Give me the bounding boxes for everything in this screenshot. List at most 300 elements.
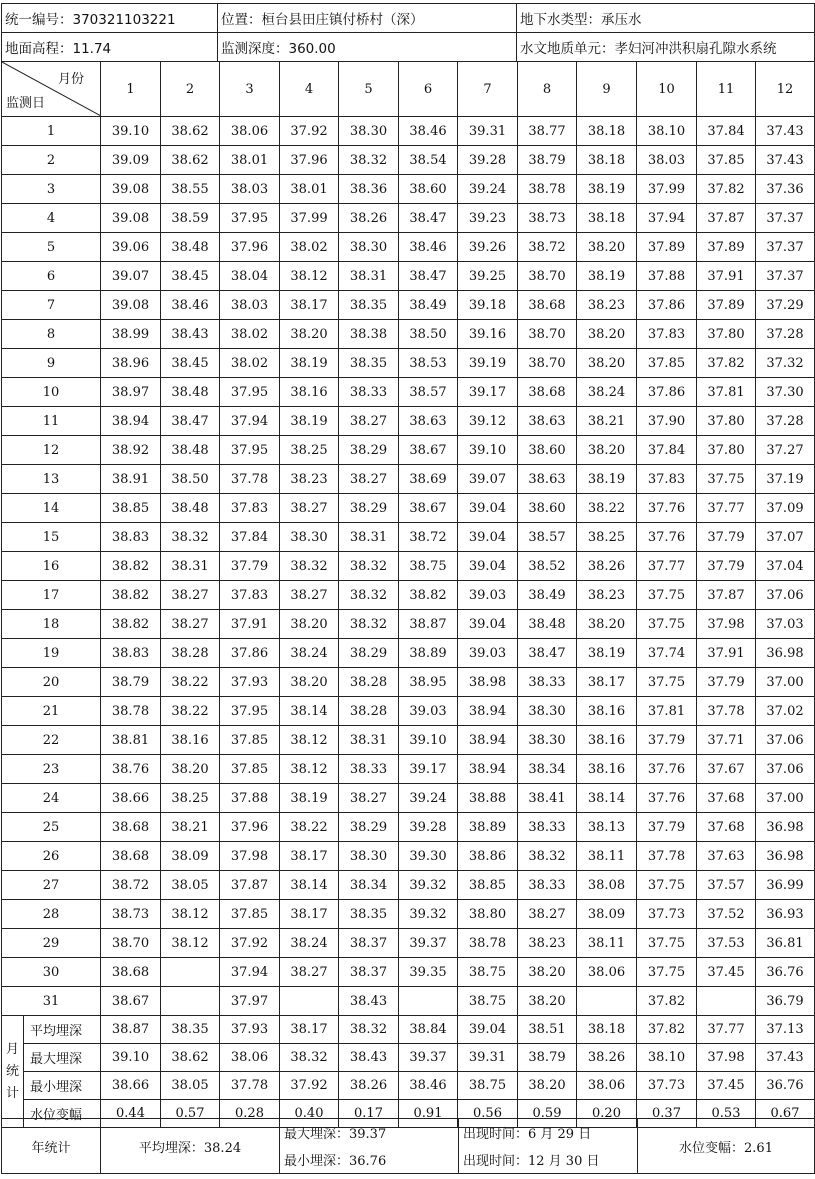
depth-cell: 38.45: [161, 349, 220, 378]
depth-cell: 38.78: [101, 697, 161, 726]
stat-cell: 37.98: [697, 1044, 756, 1072]
day-label: 8: [2, 320, 101, 349]
depth-cell: 38.68: [101, 842, 161, 871]
depth-cell: 38.18: [577, 146, 637, 175]
stat-cell: 37.45: [697, 1072, 756, 1100]
depth-cell: [280, 987, 339, 1016]
stat-cell: 38.10: [637, 1044, 697, 1072]
depth-cell: 38.24: [577, 378, 637, 407]
depth-cell: 39.28: [399, 813, 458, 842]
depth-cell: 38.21: [577, 407, 637, 436]
table-row: [2, 320, 815, 349]
depth-cell: 38.62: [161, 146, 220, 175]
annual-max-depth: 最大埋深：39.37: [280, 1119, 459, 1147]
depth-cell: 38.12: [161, 900, 220, 929]
table-row: [2, 958, 815, 987]
depth-cell: 38.91: [101, 465, 161, 494]
stat-cell: 37.78: [220, 1072, 280, 1100]
stat-cell: 38.26: [339, 1072, 399, 1100]
depth-cell: 38.89: [458, 813, 518, 842]
stat-cell: 38.32: [339, 1016, 399, 1044]
depth-cell: 37.37: [756, 204, 815, 233]
depth-cell: 37.00: [756, 784, 815, 813]
depth-cell: 38.94: [458, 697, 518, 726]
depth-cell: 37.87: [220, 871, 280, 900]
table-row: [2, 204, 815, 233]
depth-cell: 38.79: [518, 146, 577, 175]
depth-cell: 38.31: [339, 523, 399, 552]
month-header-7: 7: [458, 62, 518, 117]
depth-cell: 37.81: [637, 697, 697, 726]
depth-cell: 38.37: [339, 929, 399, 958]
day-label: 31: [2, 987, 101, 1016]
depth-cell: 38.36: [339, 175, 399, 204]
table-row: [2, 494, 815, 523]
depth-cell: 38.94: [458, 726, 518, 755]
depth-cell: 37.28: [756, 320, 815, 349]
depth-cell: 39.03: [399, 697, 458, 726]
depth-cell: 37.76: [637, 523, 697, 552]
depth-cell: 38.63: [518, 407, 577, 436]
stat-cell: 38.87: [101, 1016, 161, 1044]
depth-cell: 38.01: [280, 175, 339, 204]
depth-cell: 39.08: [101, 291, 161, 320]
depth-cell: 38.05: [161, 871, 220, 900]
depth-cell: 38.35: [339, 291, 399, 320]
month-header-3: 3: [220, 62, 280, 117]
depth-cell: 38.18: [577, 117, 637, 146]
depth-cell: 38.92: [101, 436, 161, 465]
stat-cell: 37.77: [697, 1016, 756, 1044]
day-label: 1: [2, 117, 101, 146]
depth-cell: 38.32: [339, 610, 399, 639]
depth-cell: 37.85: [637, 349, 697, 378]
table-row: [2, 117, 815, 146]
month-header-12: 12: [756, 62, 815, 117]
depth-cell: 38.59: [161, 204, 220, 233]
depth-cell: [161, 987, 220, 1016]
month-header-8: 8: [518, 62, 577, 117]
day-label: 5: [2, 233, 101, 262]
depth-cell: 38.50: [161, 465, 220, 494]
depth-cell: 37.93: [220, 668, 280, 697]
depth-cell: 37.37: [756, 262, 815, 291]
depth-cell: 37.94: [637, 204, 697, 233]
depth-cell: 38.80: [458, 900, 518, 929]
day-label: 17: [2, 581, 101, 610]
depth-cell: 38.08: [577, 871, 637, 900]
depth-cell: 38.19: [577, 175, 637, 204]
depth-cell: 38.99: [101, 320, 161, 349]
table-row: [2, 813, 815, 842]
depth-cell: 38.32: [161, 523, 220, 552]
stat-cell: 0.37: [637, 1100, 697, 1128]
depth-cell: 38.57: [518, 523, 577, 552]
stat-cell: 0.44: [101, 1100, 161, 1128]
depth-cell: 38.12: [280, 262, 339, 291]
depth-cell: 39.32: [399, 871, 458, 900]
depth-cell: 38.31: [339, 262, 399, 291]
depth-cell: [161, 958, 220, 987]
depth-cell: 38.18: [577, 204, 637, 233]
table-row: [2, 175, 815, 204]
depth-cell: 38.27: [161, 581, 220, 610]
depth-cell: 37.86: [637, 378, 697, 407]
depth-cell: 37.87: [697, 204, 756, 233]
depth-cell: 37.78: [220, 465, 280, 494]
depth-cell: 39.06: [101, 233, 161, 262]
depth-cell: 38.16: [577, 697, 637, 726]
depth-cell: 38.20: [280, 610, 339, 639]
depth-cell: 38.81: [101, 726, 161, 755]
depth-cell: 37.85: [220, 755, 280, 784]
depth-cell: 39.10: [458, 436, 518, 465]
depth-cell: 37.75: [637, 871, 697, 900]
depth-cell: 39.24: [399, 784, 458, 813]
depth-cell: 37.82: [697, 349, 756, 378]
depth-cell: 38.46: [161, 291, 220, 320]
depth-cell: 39.03: [458, 581, 518, 610]
depth-cell: 39.30: [399, 842, 458, 871]
depth-cell: 38.49: [518, 581, 577, 610]
depth-cell: 38.62: [161, 117, 220, 146]
depth-cell: 38.17: [577, 668, 637, 697]
depth-cell: 38.27: [339, 465, 399, 494]
depth-cell: 38.31: [161, 552, 220, 581]
depth-cell: 37.89: [637, 233, 697, 262]
depth-cell: 38.10: [637, 117, 697, 146]
depth-cell: 37.36: [756, 175, 815, 204]
stat-cell: 39.10: [101, 1044, 161, 1072]
depth-cell: 38.06: [220, 117, 280, 146]
depth-cell: 37.03: [756, 610, 815, 639]
depth-cell: 38.27: [339, 407, 399, 436]
depth-cell: 38.47: [518, 639, 577, 668]
depth-cell: 38.68: [101, 813, 161, 842]
depth-cell: 38.14: [280, 871, 339, 900]
stat-cell: 38.17: [280, 1016, 339, 1044]
depth-cell: 37.85: [697, 146, 756, 175]
depth-cell: 38.20: [518, 987, 577, 1016]
depth-cell: 39.07: [101, 262, 161, 291]
depth-cell: 37.63: [697, 842, 756, 871]
depth-cell: 37.30: [756, 378, 815, 407]
depth-cell: 38.27: [280, 958, 339, 987]
depth-cell: 38.29: [339, 639, 399, 668]
depth-cell: 38.29: [339, 436, 399, 465]
table-row: [2, 697, 815, 726]
day-label: 11: [2, 407, 101, 436]
table-row: [2, 668, 815, 697]
depth-cell: 38.55: [161, 175, 220, 204]
depth-cell: 38.32: [518, 842, 577, 871]
monthly-stats-char: 月: [5, 1041, 19, 1057]
monthly-stat-row: [2, 1072, 815, 1100]
depth-cell: 39.12: [458, 407, 518, 436]
depth-cell: 36.98: [756, 813, 815, 842]
depth-cell: 38.48: [161, 436, 220, 465]
monthly-stat-row: [2, 1044, 815, 1072]
table-row: [2, 639, 815, 668]
depth-cell: 38.75: [399, 552, 458, 581]
stat-cell: 0.28: [220, 1100, 280, 1128]
depth-cell: 38.20: [577, 436, 637, 465]
depth-cell: 37.57: [697, 871, 756, 900]
depth-cell: 38.73: [518, 204, 577, 233]
depth-cell: 39.04: [458, 523, 518, 552]
depth-cell: 38.20: [518, 958, 577, 987]
depth-cell: 38.17: [280, 842, 339, 871]
depth-cell: 38.69: [399, 465, 458, 494]
depth-cell: 37.85: [220, 900, 280, 929]
depth-cell: 38.45: [161, 262, 220, 291]
depth-cell: 38.48: [518, 610, 577, 639]
depth-cell: 38.77: [518, 117, 577, 146]
depth-cell: 39.31: [458, 117, 518, 146]
depth-cell: 38.27: [161, 610, 220, 639]
depth-cell: 39.26: [458, 233, 518, 262]
stat-cell: 0.17: [339, 1100, 399, 1128]
table-row: [2, 900, 815, 929]
table-row: [2, 146, 815, 175]
depth-cell: 38.28: [339, 668, 399, 697]
day-label: 23: [2, 755, 101, 784]
stat-label: 水位变幅: [24, 1100, 101, 1128]
depth-cell: 37.88: [637, 262, 697, 291]
depth-cell: 38.28: [161, 639, 220, 668]
depth-cell: 37.79: [697, 523, 756, 552]
depth-cell: 39.37: [399, 929, 458, 958]
depth-cell: 38.68: [518, 291, 577, 320]
depth-cell: 38.30: [339, 117, 399, 146]
depth-cell: 38.60: [399, 175, 458, 204]
depth-cell: [577, 987, 637, 1016]
depth-cell: 37.91: [697, 639, 756, 668]
stat-cell: 38.35: [161, 1016, 220, 1044]
depth-cell: 38.27: [518, 900, 577, 929]
monthly-stat-row: [2, 1016, 815, 1044]
depth-cell: 38.29: [339, 813, 399, 842]
depth-cell: 36.93: [756, 900, 815, 929]
depth-cell: 37.07: [756, 523, 815, 552]
depth-cell: 38.82: [101, 581, 161, 610]
depth-cell: 37.06: [756, 581, 815, 610]
depth-cell: 38.16: [577, 755, 637, 784]
depth-cell: 38.38: [339, 320, 399, 349]
depth-cell: 38.20: [577, 320, 637, 349]
depth-cell: 38.34: [518, 755, 577, 784]
depth-cell: 39.04: [458, 494, 518, 523]
depth-cell: 38.49: [399, 291, 458, 320]
depth-cell: 37.68: [697, 813, 756, 842]
depth-cell: 36.76: [756, 958, 815, 987]
depth-cell: 38.32: [339, 581, 399, 610]
depth-cell: 38.82: [101, 610, 161, 639]
depth-cell: 37.98: [697, 610, 756, 639]
depth-cell: 38.14: [280, 697, 339, 726]
depth-cell: 36.79: [756, 987, 815, 1016]
depth-cell: 38.41: [518, 784, 577, 813]
depth-cell: 38.72: [101, 871, 161, 900]
depth-cell: 38.78: [518, 175, 577, 204]
depth-cell: 37.79: [697, 668, 756, 697]
depth-cell: 38.86: [458, 842, 518, 871]
annual-label: 年统计: [2, 1119, 101, 1174]
table-row: [2, 610, 815, 639]
month-header-2: 2: [161, 62, 220, 117]
depth-cell: 38.63: [399, 407, 458, 436]
depth-cell: 38.83: [101, 523, 161, 552]
depth-cell: 38.48: [161, 378, 220, 407]
depth-cell: 39.35: [399, 958, 458, 987]
depth-cell: 37.81: [697, 378, 756, 407]
depth-cell: 38.24: [280, 639, 339, 668]
depth-cell: 37.82: [637, 987, 697, 1016]
day-label: 16: [2, 552, 101, 581]
depth-cell: 37.84: [220, 523, 280, 552]
depth-cell: 37.96: [220, 233, 280, 262]
depth-cell: 37.82: [697, 175, 756, 204]
depth-cell: 38.30: [339, 233, 399, 262]
depth-cell: 37.75: [637, 929, 697, 958]
month-header-4: 4: [280, 62, 339, 117]
day-label: 2: [2, 146, 101, 175]
table-row: [2, 465, 815, 494]
depth-cell: 37.28: [756, 407, 815, 436]
day-label: 14: [2, 494, 101, 523]
table-row: [2, 233, 815, 262]
depth-cell: 38.72: [518, 233, 577, 262]
depth-cell: 39.08: [101, 204, 161, 233]
stat-cell: 0.56: [458, 1100, 518, 1128]
table-row: [2, 262, 815, 291]
table-row: [2, 581, 815, 610]
depth-cell: 38.85: [101, 494, 161, 523]
depth-cell: 37.92: [220, 929, 280, 958]
depth-cell: 38.75: [458, 987, 518, 1016]
depth-cell: 38.75: [458, 958, 518, 987]
depth-cell: 38.17: [280, 291, 339, 320]
stat-cell: 38.20: [518, 1072, 577, 1100]
depth-cell: 38.57: [399, 378, 458, 407]
depth-cell: 38.35: [339, 349, 399, 378]
depth-cell: 36.98: [756, 842, 815, 871]
info-row-1: [2, 4, 815, 33]
depth-cell: 38.28: [339, 697, 399, 726]
depth-cell: 38.16: [280, 378, 339, 407]
depth-cell: 38.98: [458, 668, 518, 697]
depth-cell: 39.17: [458, 378, 518, 407]
day-label: 15: [2, 523, 101, 552]
ground-elevation: 地面高程：11.74: [2, 33, 218, 62]
depth-cell: 38.66: [101, 784, 161, 813]
annual-range: 水位变幅：2.61: [638, 1119, 815, 1174]
depth-cell: 37.95: [220, 378, 280, 407]
depth-cell: 38.17: [280, 900, 339, 929]
depth-cell: 38.48: [161, 233, 220, 262]
table-row: [2, 871, 815, 900]
depth-cell: 38.33: [339, 755, 399, 784]
corner-month-label: 月份: [57, 72, 84, 87]
depth-cell: 38.88: [458, 784, 518, 813]
depth-cell: 38.09: [577, 900, 637, 929]
depth-cell: 39.18: [458, 291, 518, 320]
depth-cell: 39.28: [458, 146, 518, 175]
depth-cell: 37.71: [697, 726, 756, 755]
day-label: 12: [2, 436, 101, 465]
depth-cell: 37.75: [697, 465, 756, 494]
day-label: 24: [2, 784, 101, 813]
depth-cell: 38.19: [577, 639, 637, 668]
depth-cell: 37.88: [220, 784, 280, 813]
day-label: 7: [2, 291, 101, 320]
depth-cell: 37.53: [697, 929, 756, 958]
month-header-6: 6: [399, 62, 458, 117]
depth-cell: 38.27: [339, 784, 399, 813]
stat-cell: 37.82: [637, 1016, 697, 1044]
day-label: 21: [2, 697, 101, 726]
depth-cell: 39.23: [458, 204, 518, 233]
depth-cell: 37.32: [756, 349, 815, 378]
corner-day-label: 监测日: [6, 96, 46, 111]
depth-cell: 38.23: [280, 465, 339, 494]
day-label: 10: [2, 378, 101, 407]
depth-cell: 38.54: [399, 146, 458, 175]
month-header-1: 1: [101, 62, 161, 117]
day-label: 18: [2, 610, 101, 639]
depth-cell: 38.25: [280, 436, 339, 465]
depth-cell: 38.20: [280, 668, 339, 697]
monthly-stats-char: 统: [5, 1063, 19, 1079]
depth-cell: [399, 987, 458, 1016]
depth-cell: 38.30: [518, 726, 577, 755]
stat-cell: 38.84: [399, 1016, 458, 1044]
table-row: [2, 523, 815, 552]
depth-cell: 39.04: [458, 552, 518, 581]
depth-cell: 38.70: [518, 320, 577, 349]
depth-cell: 38.19: [280, 784, 339, 813]
depth-cell: 37.99: [637, 175, 697, 204]
depth-cell: 36.99: [756, 871, 815, 900]
table-row: [2, 726, 815, 755]
annual-average-depth: 平均埋深：38.24: [101, 1119, 280, 1174]
depth-cell: 37.84: [637, 436, 697, 465]
depth-cell: 37.76: [637, 494, 697, 523]
depth-cell: 37.75: [637, 581, 697, 610]
table-row: [2, 929, 815, 958]
depth-cell: 38.95: [399, 668, 458, 697]
depth-cell: 37.90: [637, 407, 697, 436]
depth-cell: 38.30: [280, 523, 339, 552]
stat-cell: 37.93: [220, 1016, 280, 1044]
depth-cell: 37.80: [697, 436, 756, 465]
depth-cell: 38.23: [577, 581, 637, 610]
depth-cell: 37.91: [697, 262, 756, 291]
stat-cell: 38.66: [101, 1072, 161, 1100]
stat-label: 平均埋深: [24, 1016, 101, 1044]
depth-cell: 38.33: [339, 378, 399, 407]
day-label: 29: [2, 929, 101, 958]
stat-cell: 38.26: [577, 1044, 637, 1072]
station-location: 位置：桓台县田庄镇付桥村（深）: [218, 4, 517, 33]
month-header-11: 11: [697, 62, 756, 117]
depth-cell: 37.29: [756, 291, 815, 320]
depth-cell: 37.02: [756, 697, 815, 726]
depth-cell: 37.74: [637, 639, 697, 668]
depth-cell: 38.78: [458, 929, 518, 958]
depth-cell: 39.19: [458, 349, 518, 378]
month-header-9: 9: [577, 62, 637, 117]
